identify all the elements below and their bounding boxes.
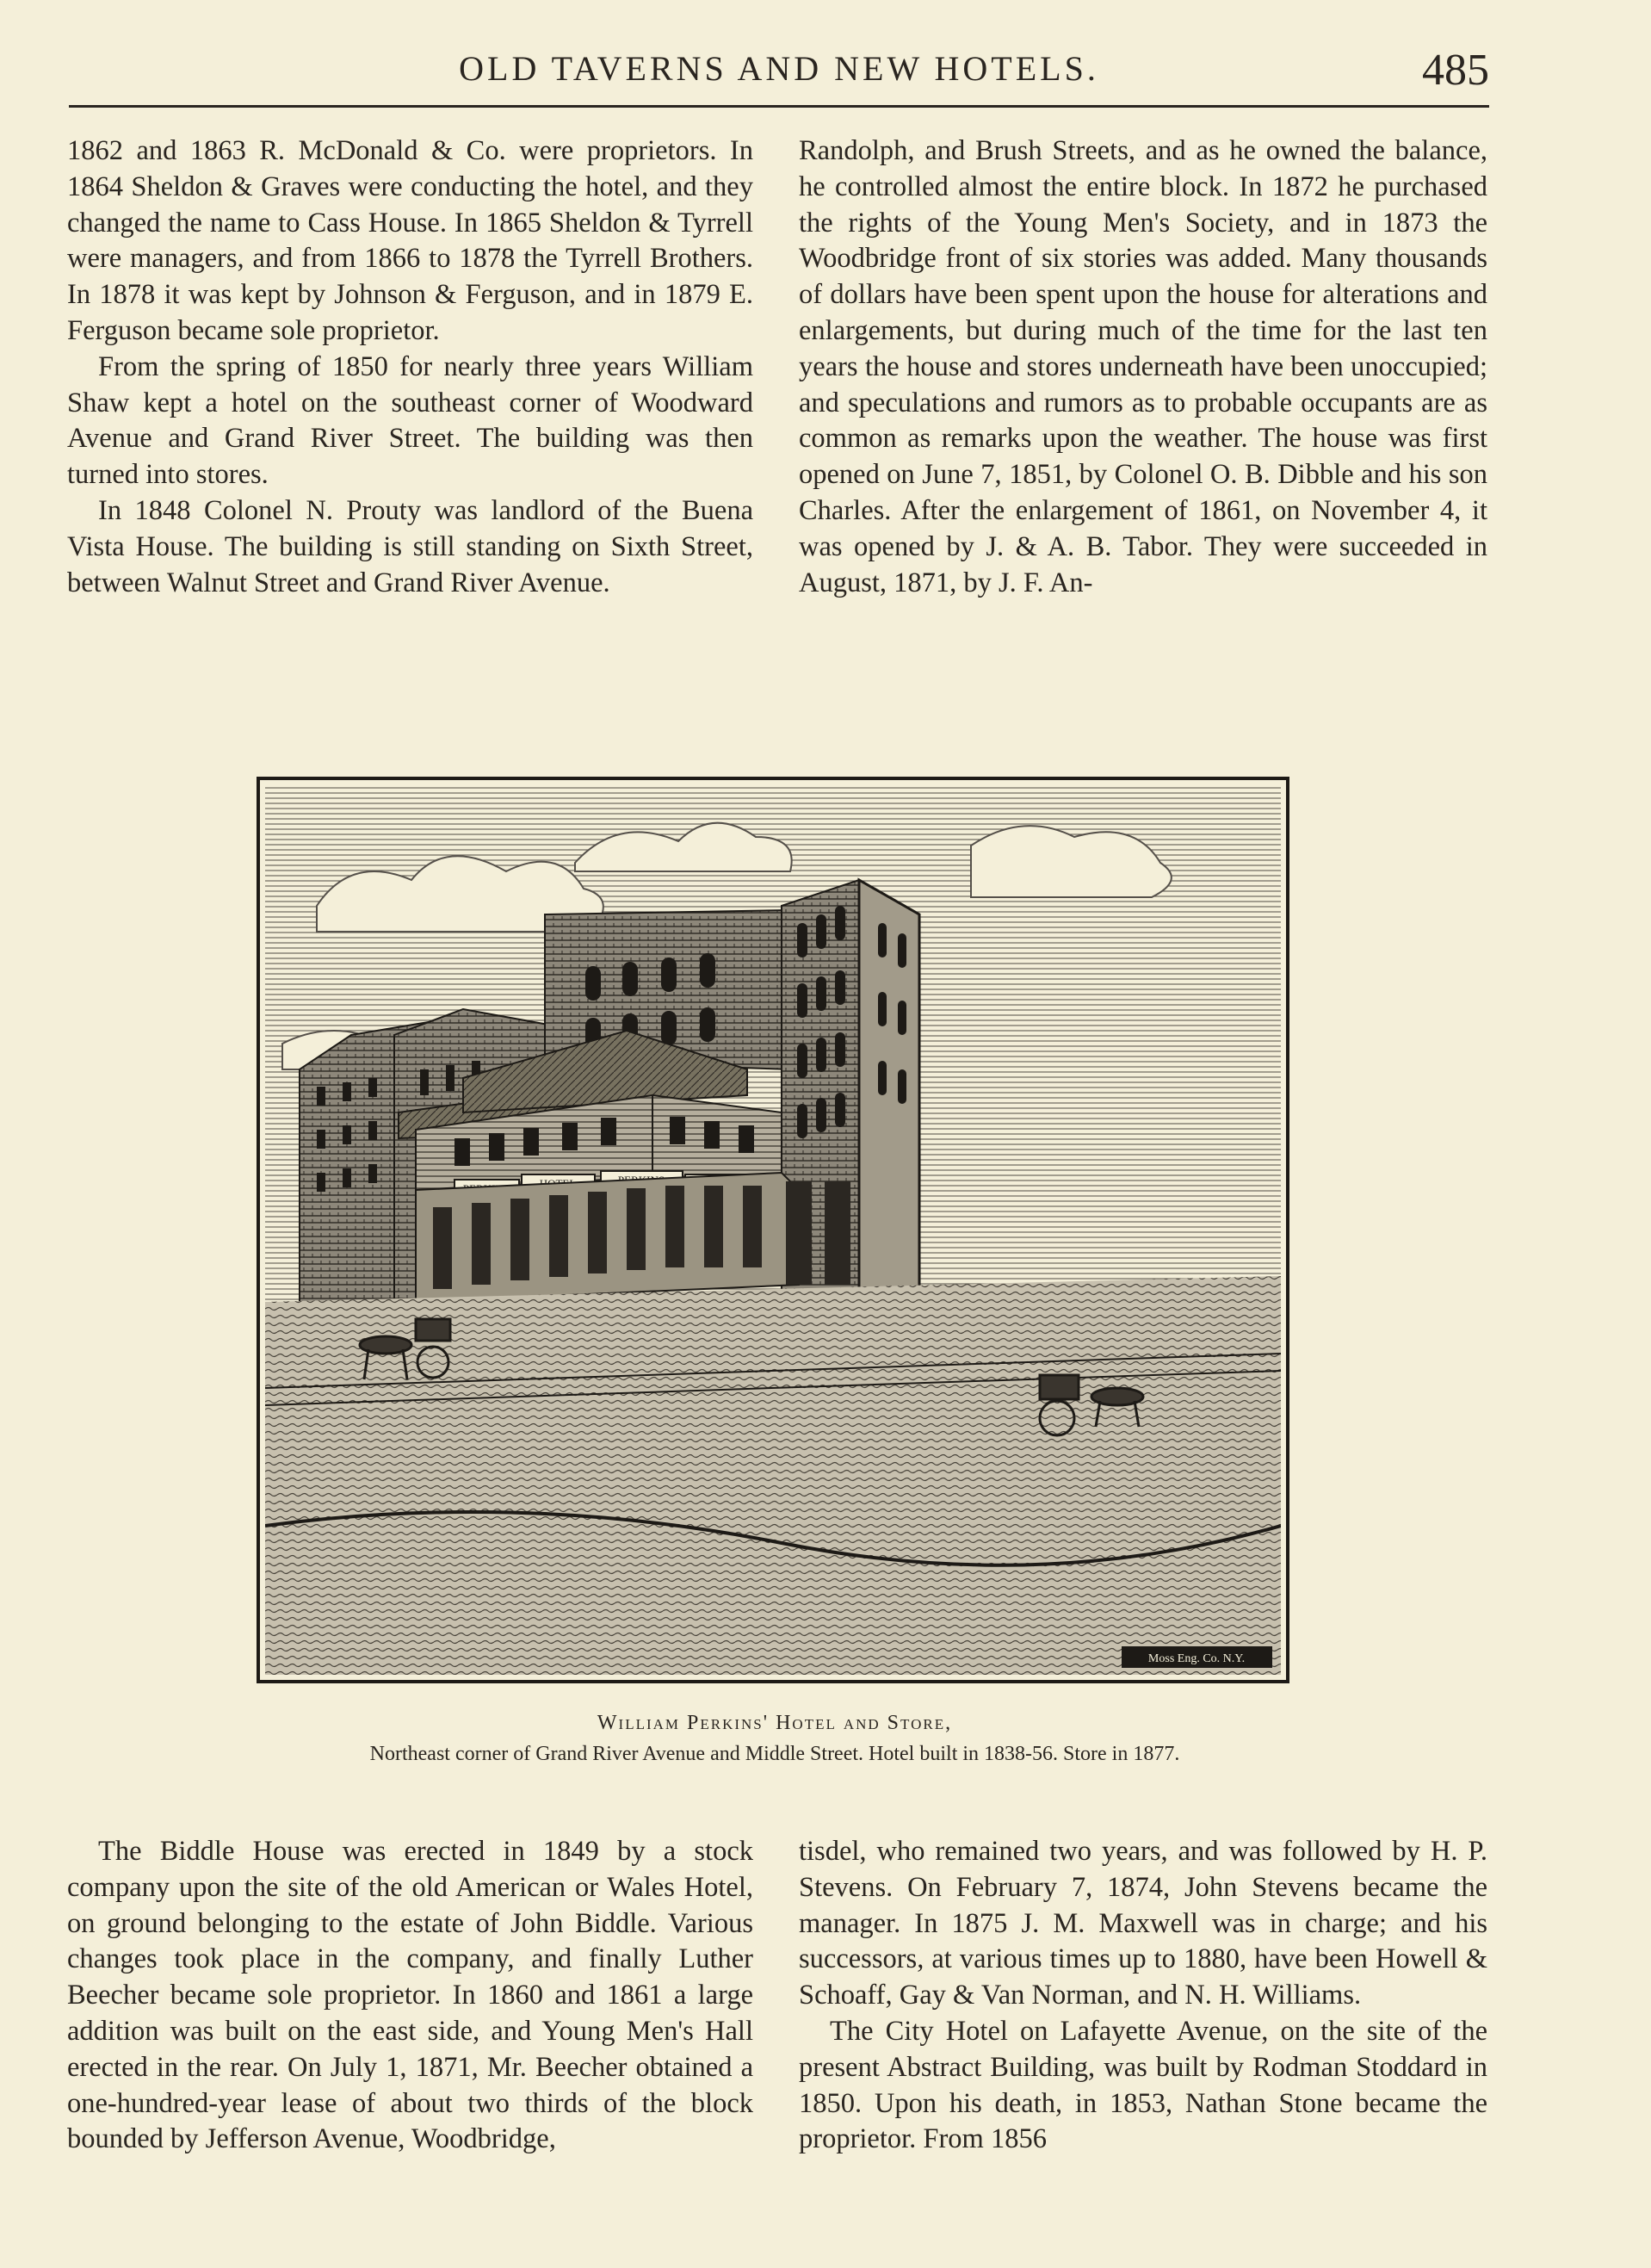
caption-subtitle: Northeast corner of Grand River Avenue and Middle Street. Hotel built in 1838-56. Store in 1877.	[369, 1743, 1180, 1765]
paragraph: In 1848 Colonel N. Prouty was landlord of the Buena Vista House. The building is still standing on Sixth Street, between Walnut Street and Grand River Avenue.	[67, 494, 753, 598]
hotel-engraving	[265, 785, 1281, 1675]
paragraph: Randolph, and Brush Streets, and as he owned the balance, he controlled almost the entire block. In 1872 he purchased the rights of the Young Men's Society, and in 1873 the Woodbridge front of six stories was added. Many thousands of dollars have been spent upon the house for alterations and enlargements, but during much of the time for the last ten years the house and stores underneath have been unoccupied; and speculations and rumors as to probable occupants are as common as remarks upon the weather. The house was first opened on June 7, 1851, by Colonel O. B. Dibble and his son Charles. After the enlargement of 1861, on November 4, it was opened by J. & A. B. Tabor. They were succeeded in August, 1871, by J. F. An-	[799, 135, 1487, 598]
column-bottom-right	[799, 1834, 1487, 2158]
figure-caption	[172, 1707, 1377, 1769]
page-number: 485	[1422, 46, 1489, 95]
paragraph: The City Hotel on Lafayette Avenue, on the site of the present Abstract Building, was built by Rodman Stoddard in 1850. Upon his death, in 1853, Nathan Stone became the proprietor. From 1856	[799, 2015, 1487, 2155]
paragraph: The Biddle House was erected in 1849 by a stock company upon the site of the old American or Wales Hotel, on ground belonging to the estate of John Biddle. Various changes took place in the company, and finally Luther Beecher became sole proprietor. In 1860 and 1861 a large addition was built on the east side, and Young Men's Hall erected in the rear. On July 1, 1871, Mr. Beecher obtained a one-hundred-year lease of about two thirds of the block bounded by Jefferson Avenue, Woodbridge,	[67, 1836, 753, 2155]
engraver-credit: Moss Eng. Co. N.Y.	[1147, 1652, 1246, 1665]
running-title: OLD TAVERNS AND NEW HOTELS.	[459, 49, 1099, 88]
paragraph: From the spring of 1850 for nearly three years William Shaw kept a hotel on the southeast corner of Woodward Avenue and Grand River Street. The building was then turned into stores.	[67, 350, 753, 491]
paragraph: 1862 and 1863 R. McDonald & Co. were proprietors. In 1864 Sheldon & Graves were conducting the hotel, and they changed the name to Cass House. In 1865 Sheldon & Tyrrell were managers, and from 1866 to 1878 the Tyrrell Brothers. In 1878 it was kept by Johnson & Ferguson, and in 1879 E. Ferguson became sole proprietor.	[67, 135, 753, 346]
caption-title: William Perkins' Hotel and Store,	[597, 1712, 953, 1734]
running-head	[69, 45, 1489, 108]
engraving-illustration	[257, 777, 1289, 1683]
column-top-left	[67, 133, 753, 601]
paragraph: tisdel, who remained two years, and was followed by H. P. Stevens. On February 7, 1874, John Stevens became the manager. In 1875 J. M. Maxwell was in charge; and his successors, at various times up to 1880, have been Howell & Schoaff, Gay & Van Norman, and N. H. Williams.	[799, 1836, 1487, 2011]
column-top-right	[799, 133, 1487, 601]
column-bottom-left	[67, 1834, 753, 2158]
